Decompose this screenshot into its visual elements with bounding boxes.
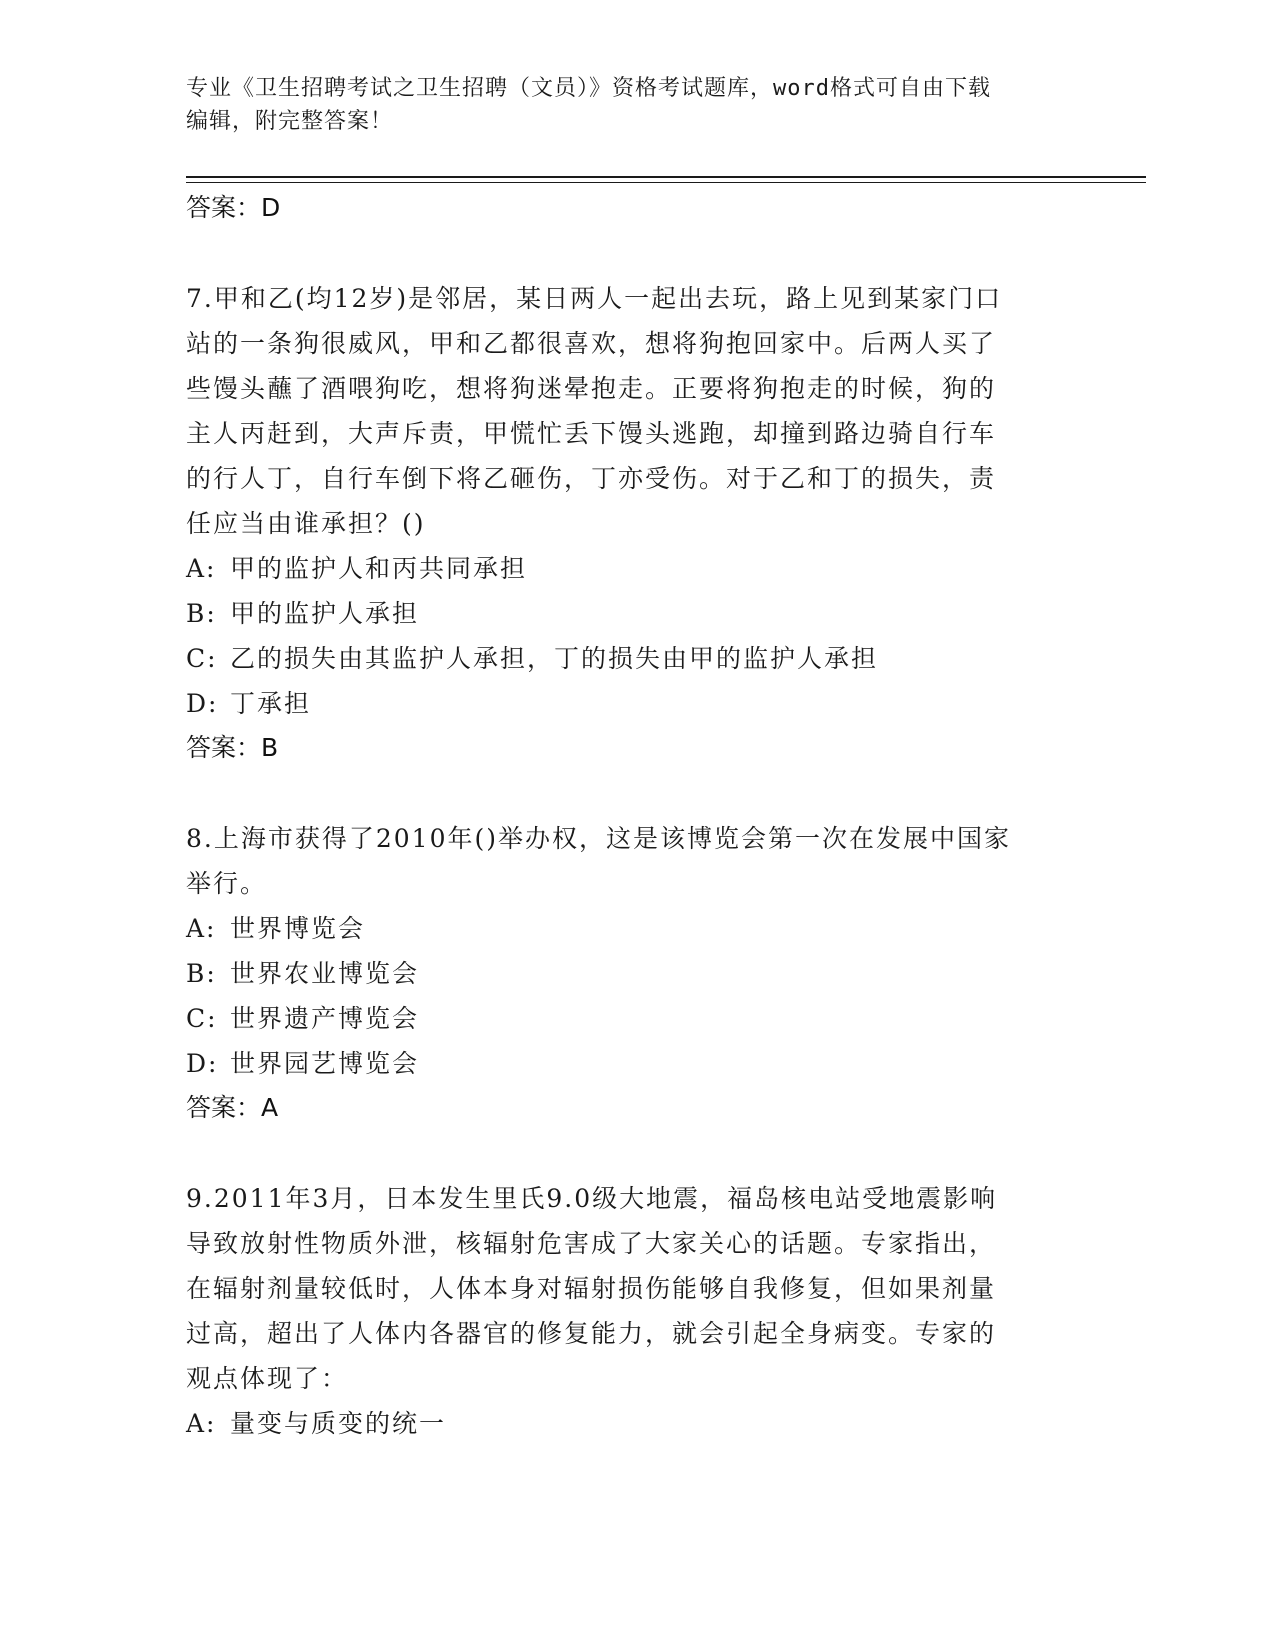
question-line: 导致放射性物质外泄，核辐射危害成了大家关心的话题。专家指出，: [186, 1229, 997, 1258]
question-block: [186, 276, 1066, 770]
option-c: [186, 996, 1066, 1041]
option-letter: B:: [186, 959, 217, 988]
question-line: 9.2011年3月，日本发生里氏9.0级大地震，福岛核电站受地震影响: [186, 1184, 998, 1213]
option-text: 量变与质变的统一: [230, 1409, 447, 1438]
header-line-2: 编辑，附完整答案！: [186, 109, 394, 134]
option-letter: A:: [186, 554, 217, 583]
option-letter: B:: [186, 599, 217, 628]
option-text: 乙的损失由其监护人承担，丁的损失由甲的监护人承担: [230, 644, 879, 673]
question-text: [186, 816, 1066, 906]
option-a: [186, 906, 1066, 951]
answer-line: 答案：A: [186, 1093, 279, 1122]
option-text: 世界遗产博览会: [230, 1004, 420, 1033]
question-line: 观点体现了：: [186, 1364, 349, 1393]
question-line: 7.甲和乙(均12岁)是邻居，某日两人一起出去玩，路上见到某家门口: [186, 284, 1003, 313]
option-a: [186, 546, 1066, 591]
question-line: 8.上海市获得了2010年()举办权，这是该博览会第一次在发展中国家: [186, 824, 1011, 853]
option-text: 甲的监护人和丙共同承担: [230, 554, 528, 583]
question-block: [186, 1176, 1066, 1446]
option-d: [186, 1041, 1066, 1086]
option-letter: C:: [186, 1004, 218, 1033]
option-text: 世界博览会: [230, 914, 366, 943]
header-line-1: 专业《卫生招聘考试之卫生招聘（文员）》资格考试题库，word格式可自由下载: [186, 76, 991, 101]
question-line: 主人丙赶到，大声斥责，甲慌忙丢下馒头逃跑，却撞到路边骑自行车: [186, 419, 997, 448]
option-text: 世界农业博览会: [230, 959, 420, 988]
option-text: 甲的监护人承担: [230, 599, 420, 628]
option-text: 丁承担: [230, 689, 312, 718]
question-line: 举行。: [186, 869, 268, 898]
answer-line: 答案：D: [186, 193, 281, 222]
header-divider: [186, 176, 1146, 178]
question-line: 在辐射剂量较低时，人体本身对辐射损伤能够自我修复，但如果剂量: [186, 1274, 997, 1303]
option-b: [186, 951, 1066, 996]
option-letter: A:: [186, 914, 217, 943]
spacer: [186, 1130, 1066, 1176]
question-line: 些馒头蘸了酒喂狗吃，想将狗迷晕抱走。正要将狗抱走的时候，狗的: [186, 374, 997, 403]
header-divider-thin: [186, 182, 1146, 183]
question-block: [186, 816, 1066, 1130]
option-letter: A:: [186, 1409, 217, 1438]
option-a: [186, 1401, 1066, 1446]
question-text: [186, 1176, 1066, 1401]
document-header: [186, 72, 1066, 138]
spacer: [186, 230, 1066, 276]
spacer: [186, 770, 1066, 816]
option-text: 世界园艺博览会: [230, 1049, 420, 1078]
question-text: [186, 276, 1066, 546]
question-line: 的行人丁，自行车倒下将乙砸伤，丁亦受伤。对于乙和丁的损失，责: [186, 464, 997, 493]
question-line: 站的一条狗很威风，甲和乙都很喜欢，想将狗抱回家中。后两人买了: [186, 329, 997, 358]
question-line: 任应当由谁承担？(): [186, 509, 426, 538]
option-c: [186, 636, 1066, 681]
answer-line: 答案：B: [186, 733, 279, 762]
option-b: [186, 591, 1066, 636]
option-letter: D:: [186, 689, 219, 718]
option-letter: C:: [186, 644, 218, 673]
question-line: 过高，超出了人体内各器官的修复能力，就会引起全身病变。专家的: [186, 1319, 997, 1348]
option-d: [186, 681, 1066, 726]
option-letter: D:: [186, 1049, 219, 1078]
document-body: [186, 186, 1066, 1446]
